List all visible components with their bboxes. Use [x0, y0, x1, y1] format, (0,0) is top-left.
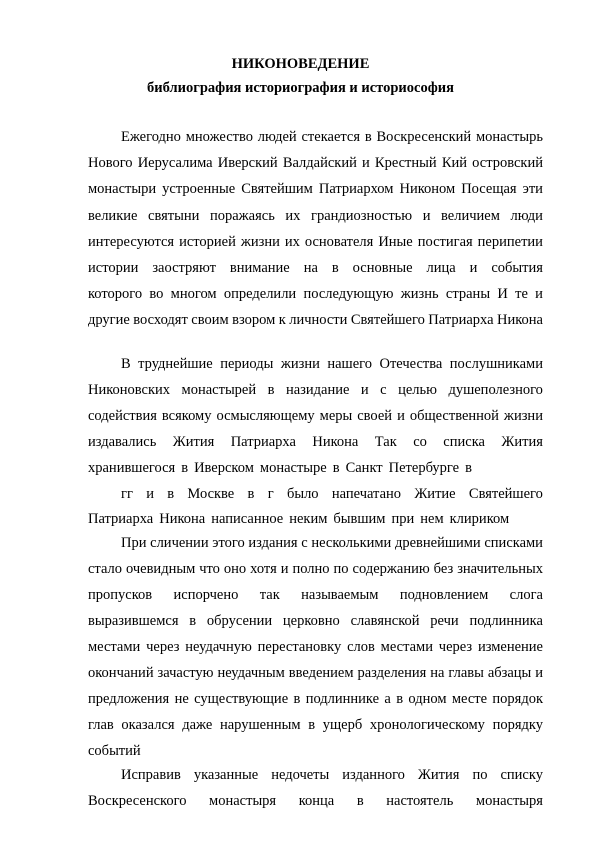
word: подлиннике: [305, 691, 380, 707]
word: глав: [88, 717, 114, 733]
text-line: [88, 664, 543, 682]
text-line: [121, 766, 543, 784]
text-line: [88, 792, 543, 810]
word: Так: [374, 434, 397, 450]
word: и: [146, 486, 154, 502]
word: пропусков: [88, 587, 153, 603]
word: святыни: [148, 208, 200, 224]
word: г: [267, 486, 274, 502]
word: устроенные: [162, 181, 236, 197]
word: напечатано: [331, 486, 402, 502]
text-line: [121, 534, 543, 552]
word: ущерб: [322, 717, 363, 733]
word: обрусении: [206, 613, 273, 629]
word: хотя: [250, 561, 277, 577]
word: написанное: [211, 511, 284, 527]
word: порядок: [492, 691, 543, 707]
word: сличении: [150, 535, 209, 551]
word: клириком: [449, 511, 510, 527]
word: к: [278, 312, 286, 328]
text-line: [121, 355, 543, 373]
word: монастыре: [259, 460, 327, 476]
text-line: [88, 154, 543, 172]
word: общественной: [409, 408, 499, 424]
word: не: [174, 691, 189, 707]
word: Петербурге: [388, 460, 460, 476]
word: монастыря: [209, 793, 277, 809]
word: списками: [484, 535, 543, 551]
word: месте: [451, 691, 488, 707]
text-line: [88, 459, 543, 477]
word: с: [301, 535, 308, 551]
word: в: [396, 691, 404, 707]
word: называемым: [301, 587, 379, 603]
word: издания: [248, 535, 298, 551]
word: Иверском: [194, 460, 254, 476]
word: оно: [223, 561, 247, 577]
word: содержанию: [352, 561, 430, 577]
word: Валдайский: [282, 155, 357, 171]
word: окончаний: [88, 665, 154, 681]
word: неким: [289, 511, 328, 527]
word: нашего: [327, 356, 372, 372]
word: а: [384, 691, 391, 707]
word: основные: [352, 260, 413, 276]
word: хранившегося: [88, 460, 176, 476]
word: лица: [426, 260, 456, 276]
word: В: [121, 356, 131, 372]
word: так: [259, 587, 280, 603]
word: изменение: [477, 639, 543, 655]
word: Никоном: [399, 181, 456, 197]
word: через: [146, 639, 180, 655]
word: которого: [88, 286, 143, 302]
word: своим: [191, 312, 229, 328]
word: и: [535, 665, 543, 681]
word: было: [286, 486, 319, 502]
word: монастыря: [475, 793, 543, 809]
text-line: [121, 128, 543, 146]
word: и: [535, 286, 543, 302]
word: бывшим: [333, 511, 386, 527]
word: своей: [357, 408, 393, 424]
word: Никоновских: [88, 382, 171, 398]
word: изданного: [342, 767, 405, 783]
word: жизни: [503, 408, 543, 424]
word: монастырей: [181, 382, 257, 398]
word: множество: [185, 129, 253, 145]
word: страны: [445, 286, 491, 302]
word: по: [333, 561, 349, 577]
word: Никона: [312, 434, 359, 450]
word: Патриарха: [428, 312, 494, 328]
word: местами: [380, 639, 433, 655]
word: Святейшего: [468, 486, 543, 502]
word: конца: [298, 793, 335, 809]
word: без: [433, 561, 454, 577]
word: неудачную: [185, 639, 252, 655]
word: заостряют: [152, 260, 216, 276]
text-line: [88, 180, 543, 198]
word: многом: [170, 286, 217, 302]
word: монастыри: [88, 181, 157, 197]
word: Жития: [172, 434, 215, 450]
word: одном: [408, 691, 447, 707]
word: настоятель: [386, 793, 454, 809]
word: труднейшие: [138, 356, 213, 372]
word: Иные: [378, 234, 413, 250]
word: Никона: [159, 511, 206, 527]
word: в: [465, 460, 472, 476]
word: Святейшего: [350, 312, 425, 328]
word: целью: [398, 382, 437, 398]
word: предложения: [88, 691, 170, 707]
word: слога: [509, 587, 543, 603]
word: зачастую: [157, 665, 214, 681]
word: в: [364, 129, 372, 145]
word: поражаясь: [209, 208, 275, 224]
text-line: [88, 433, 543, 451]
word: даже: [182, 717, 213, 733]
word: Иерусалима: [137, 155, 213, 171]
word: перипетии: [477, 234, 543, 250]
word: монастырь: [475, 129, 543, 145]
word: что: [199, 561, 220, 577]
word: люди: [510, 208, 543, 224]
word: постигая: [417, 234, 473, 250]
word: и: [422, 208, 431, 224]
word: и: [280, 561, 289, 577]
word: в: [332, 460, 340, 476]
word: грандиозностью: [311, 208, 413, 224]
word: со: [413, 434, 427, 450]
word: Нового: [88, 155, 133, 171]
word: этого: [212, 535, 245, 551]
word: Патриархом: [318, 181, 394, 197]
word: по: [472, 767, 488, 783]
word: эти: [522, 181, 543, 197]
word: восходят: [133, 312, 188, 328]
word: душеполезного: [448, 382, 543, 398]
word: Никона: [496, 312, 543, 328]
word: подлинника: [469, 613, 543, 629]
word: испорчено: [173, 587, 239, 603]
text-line: [88, 510, 543, 528]
word: в: [181, 460, 189, 476]
word: последующую: [303, 286, 394, 302]
word: Воскресенский: [376, 129, 472, 145]
word: основателя: [304, 234, 374, 250]
word: периоды: [220, 356, 274, 372]
word: Патриарха: [88, 511, 154, 527]
word: в: [247, 486, 255, 502]
word: значительных: [457, 561, 543, 577]
text-line: [88, 259, 543, 277]
word: При: [121, 535, 147, 551]
word: жизни: [280, 356, 320, 372]
word: Исправив: [121, 767, 181, 783]
word: указанные: [193, 767, 259, 783]
word: жизни: [240, 234, 280, 250]
word: в: [293, 691, 301, 707]
word: истории: [88, 260, 139, 276]
word: людей: [257, 129, 297, 145]
word: перестановку: [257, 639, 342, 655]
word: оказался: [121, 717, 175, 733]
text-line: [88, 690, 543, 708]
word: древнейшими: [394, 535, 481, 551]
word: интересуются: [88, 234, 175, 250]
word: в: [267, 382, 275, 398]
word: взором: [232, 312, 276, 328]
word: во: [149, 286, 164, 302]
text-line: [88, 381, 543, 399]
text-line: [88, 586, 543, 604]
text-line: [88, 560, 543, 578]
word: событий: [88, 743, 141, 759]
word: в: [356, 793, 364, 809]
word: островский: [472, 155, 543, 171]
word: с: [380, 382, 387, 398]
word: в: [331, 260, 339, 276]
word: личности: [289, 312, 348, 328]
word: несколькими: [311, 535, 392, 551]
word: введением: [288, 665, 354, 681]
word: Патриарха: [230, 434, 296, 450]
word: в: [189, 613, 197, 629]
word: И: [497, 286, 508, 302]
word: жизнь: [400, 286, 439, 302]
word: назидание: [285, 382, 350, 398]
word: их: [284, 234, 300, 250]
word: при: [391, 511, 415, 527]
word: списку: [500, 767, 543, 783]
word: определили: [223, 286, 297, 302]
word: славянской: [350, 613, 420, 629]
word: стекается: [301, 129, 361, 145]
word: содействия: [88, 408, 157, 424]
word: другие: [88, 312, 130, 328]
word: Жития: [417, 767, 460, 783]
text-line: [88, 638, 543, 656]
word: нем: [420, 511, 444, 527]
word: великие: [88, 208, 138, 224]
word: те: [515, 286, 528, 302]
word: величием: [441, 208, 500, 224]
word: Ежегодно: [121, 129, 181, 145]
word: очевидным: [125, 561, 196, 577]
word: гг: [121, 486, 133, 502]
word: существующие: [194, 691, 289, 707]
document-title: НИКОНОВЕДЕНИЕ: [231, 56, 370, 72]
word: историей: [179, 234, 236, 250]
word: слов: [347, 639, 375, 655]
word: главы: [448, 665, 484, 681]
word: списка: [443, 434, 485, 450]
word: местами: [88, 639, 141, 655]
word: Святейшим: [241, 181, 313, 197]
word: неудачным: [217, 665, 285, 681]
word: речи: [430, 613, 459, 629]
word: осмысляющему: [216, 408, 315, 424]
word: и: [397, 408, 405, 424]
word: и: [469, 260, 478, 276]
document-subtitle: библиография историография и историософия: [147, 80, 454, 96]
text-line: [88, 742, 543, 760]
text-line: [88, 233, 543, 251]
word: события: [491, 260, 543, 276]
text-line: [88, 716, 543, 734]
word: Иверский: [217, 155, 278, 171]
word: хронологическому: [369, 717, 485, 733]
word: полно: [292, 561, 330, 577]
word: послушниками: [449, 356, 543, 372]
word: нарушенным: [219, 717, 301, 733]
word: Воскресенского: [88, 793, 187, 809]
text-line: [88, 612, 543, 630]
word: всякому: [161, 408, 212, 424]
word: меры: [319, 408, 353, 424]
word: Кий: [441, 155, 468, 171]
word: абзацы: [487, 665, 532, 681]
text-line: [88, 207, 543, 225]
word: на: [303, 260, 318, 276]
word: через: [438, 639, 473, 655]
word: Жития: [501, 434, 543, 450]
text-line: [121, 485, 543, 503]
word: стало: [88, 561, 122, 577]
text-line: [88, 311, 543, 329]
word: церковно: [282, 613, 340, 629]
word: их: [285, 208, 301, 224]
word: на: [430, 665, 445, 681]
word: Санкт: [345, 460, 383, 476]
word: и: [362, 155, 370, 171]
text-line: [88, 407, 543, 425]
word: Крестный: [374, 155, 437, 171]
word: и: [360, 382, 369, 398]
word: в: [308, 717, 316, 733]
word: Отечества: [379, 356, 443, 372]
word: выразившемся: [88, 613, 179, 629]
word: подновлением: [399, 587, 489, 603]
text-line: [88, 285, 543, 303]
word: Посещая: [461, 181, 517, 197]
word: в: [167, 486, 175, 502]
word: издавались: [88, 434, 157, 450]
word: Житие: [414, 486, 456, 502]
word: разделения: [357, 665, 427, 681]
word: Москве: [187, 486, 235, 502]
word: недочеты: [271, 767, 330, 783]
word: внимание: [229, 260, 290, 276]
word: порядку: [492, 717, 543, 733]
